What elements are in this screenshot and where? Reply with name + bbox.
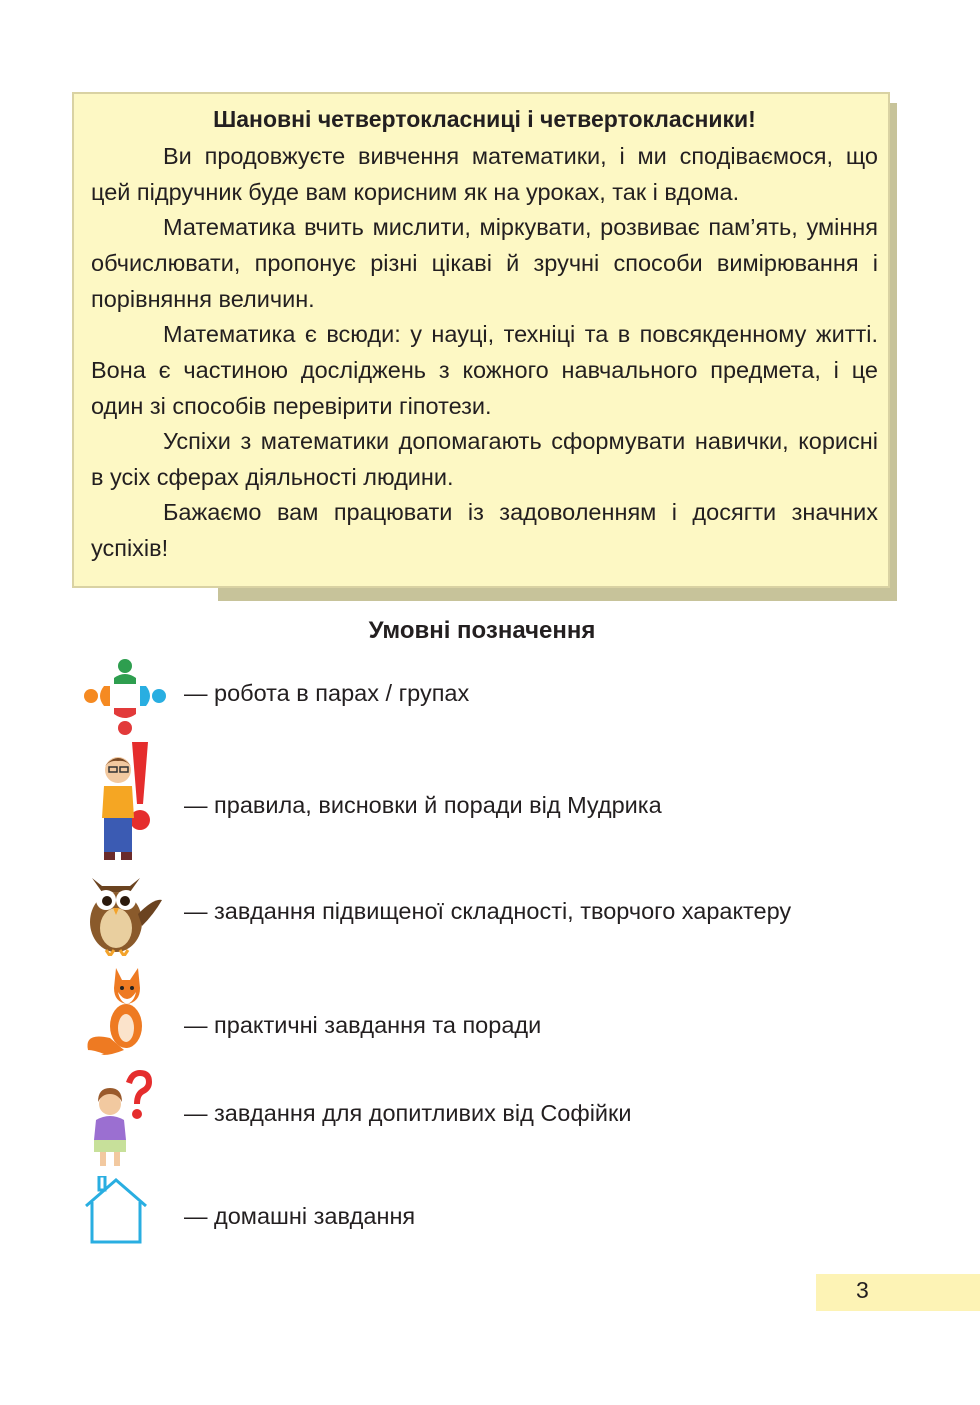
legend-item-fox — [80, 962, 920, 1038]
legend-text: — домашні завдання — [184, 1203, 416, 1229]
intro-box — [72, 92, 890, 588]
legend-item-house — [80, 1176, 920, 1229]
legend-item-owl — [80, 870, 920, 924]
page-number: 3 — [856, 1277, 869, 1303]
intro-paragraph: Математика вчить мислити, міркувати, розвиває пам’ять, уміння обчислювати, пропонує різні цікаві й зручні способи вимірювання і порівняння величин. — [91, 214, 878, 312]
legend-item-group-work — [80, 658, 920, 706]
legend-item-sofiyka — [80, 1068, 920, 1126]
page-number-bar — [816, 1274, 980, 1311]
legend-text: — правила, висновки й поради від Мудрика — [184, 792, 662, 818]
sofiyka-question-icon — [80, 1068, 160, 1170]
group-work-icon — [80, 658, 170, 736]
intro-paragraph: Бажаємо вам працювати із задоволенням і досягти значних успіхів! — [91, 499, 878, 561]
intro-paragraph: Математика є всюди: у науці, техніці та в повсякденному житті. Вона є частиною досліджень з кожного навчального предмета, і це один зі способів перевірити гіпотези. — [91, 321, 878, 419]
legend-text: — робота в парах / групах — [184, 680, 470, 706]
intro-paragraph: Ви продовжуєте вивчення математики, і ми сподіваємося, що цей підручник буде вам корисним як на уроках, так і вдома. — [91, 143, 878, 205]
legend-text: — завдання підвищеної складності, творчого характеру — [184, 898, 792, 924]
intro-title: Шановні четвертокласниці і четвертокласники! — [213, 106, 756, 132]
intro-paragraph: Успіхи з математики допомагають сформувати навички, корисні в усіх сферах діяльності людини. — [91, 428, 878, 490]
owl-icon — [80, 870, 170, 956]
mudryk-exclamation-icon — [80, 740, 160, 866]
legend-title: Умовні позначення — [368, 617, 596, 644]
legend-text: — завдання для допитливих від Софійки — [184, 1100, 632, 1126]
house-icon — [80, 1176, 152, 1246]
fox-icon — [80, 962, 160, 1060]
legend-item-mudryk — [80, 740, 920, 818]
legend-text: — практичні завдання та поради — [184, 1012, 542, 1038]
